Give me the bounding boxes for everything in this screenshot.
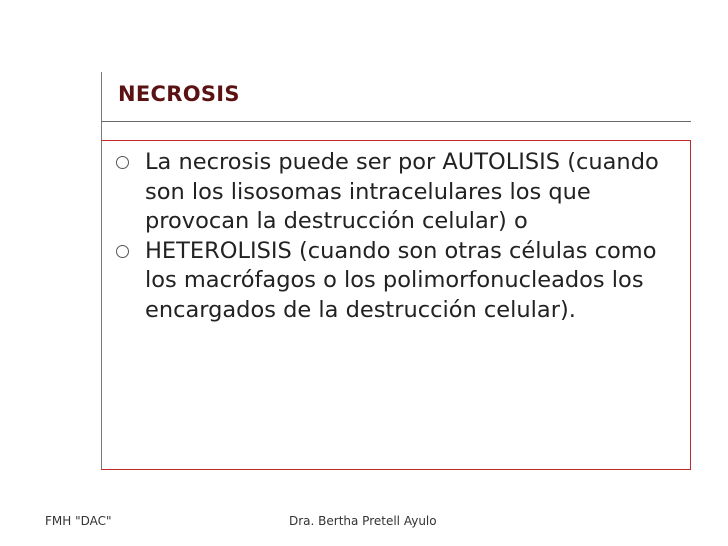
bullet-item xyxy=(112,237,687,326)
bullet-text: HETEROLISIS (cuando son otras células como los macrófagos o los polimorfonucleados los encargados de la destrucción celular). xyxy=(145,237,657,323)
footer-author: Dra. Bertha Pretell Ayulo xyxy=(289,514,437,528)
bullet-text: La necrosis puede ser por AUTOLISIS (cuando son los lisosomas intracelulares los que provocan la destrucción celular) o xyxy=(145,149,659,234)
bullet-item xyxy=(112,148,687,237)
bullet-list xyxy=(112,148,687,325)
slide-title: NECROSIS xyxy=(118,82,240,106)
hollow-circle-bullet-icon xyxy=(116,245,129,258)
hollow-circle-bullet-icon xyxy=(116,156,129,169)
footer-institution: FMH "DAC" xyxy=(45,514,112,528)
title-underline-rule xyxy=(101,121,691,122)
